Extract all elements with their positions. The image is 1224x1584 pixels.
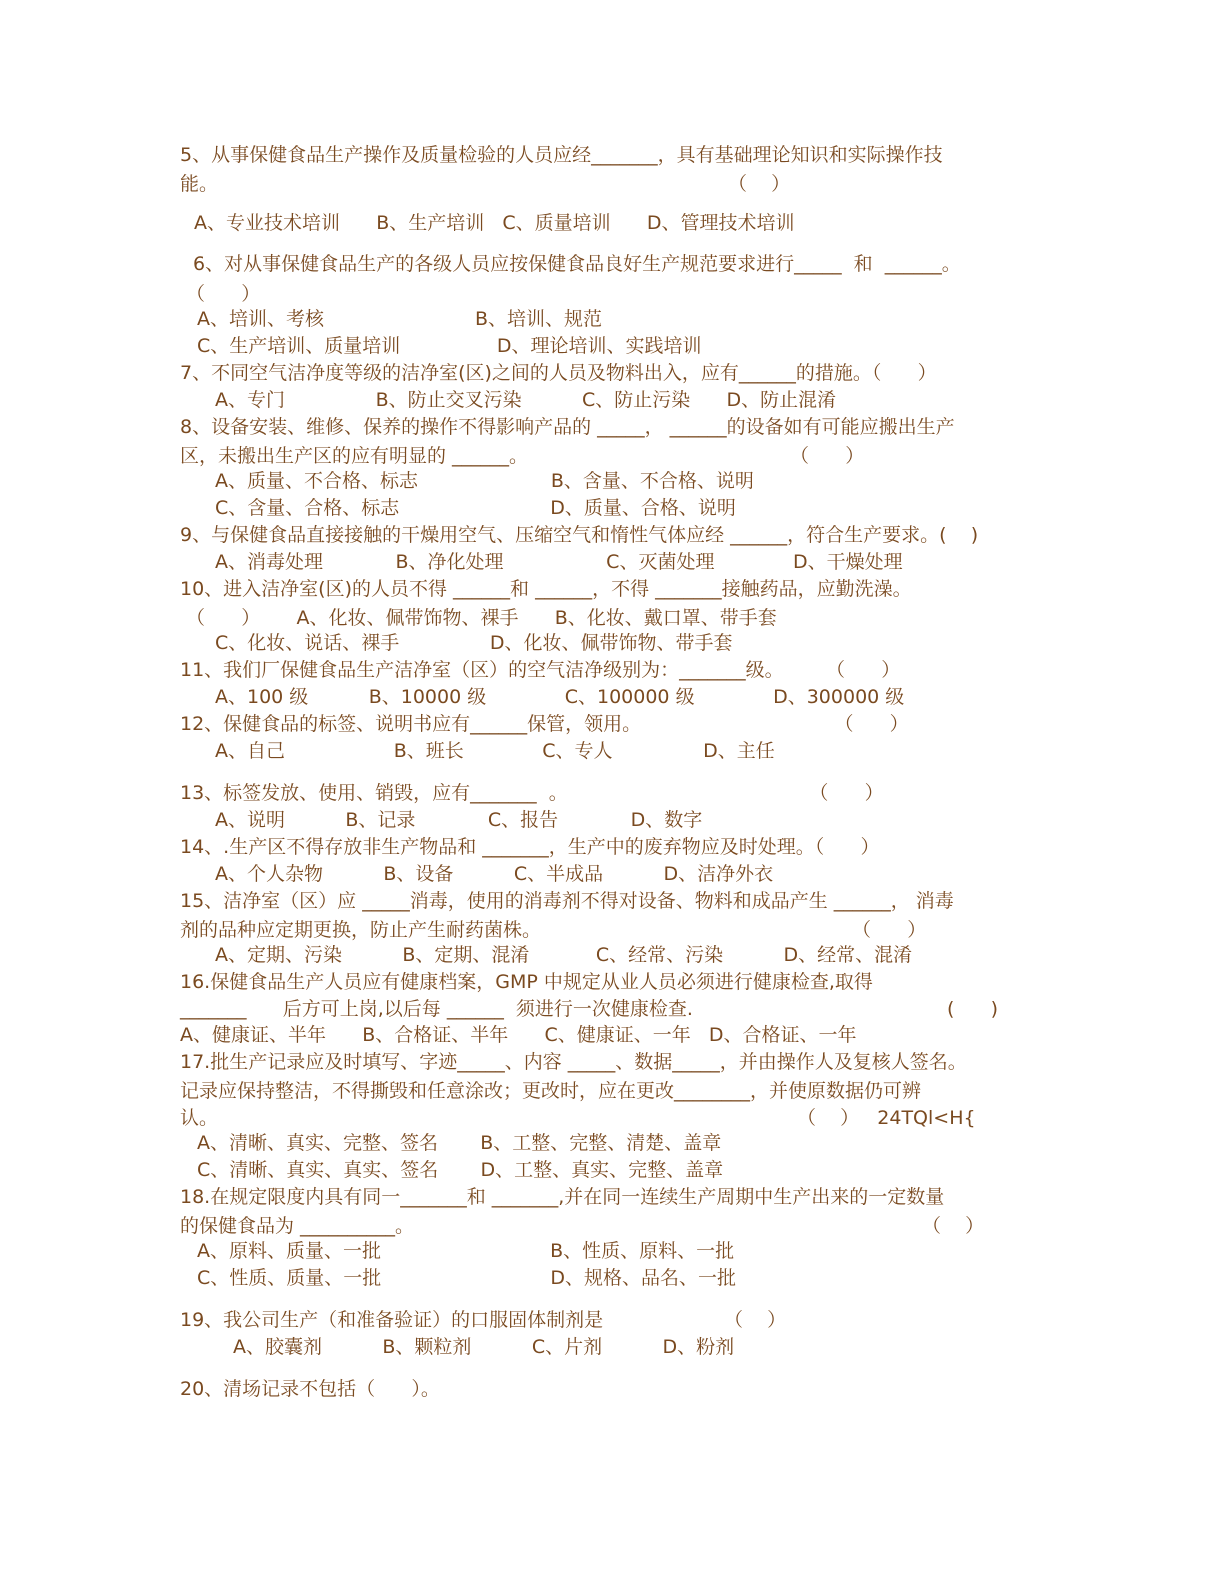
q6-options-row2: C、生产培训、质量培训 D、理论培训、实践培训: [197, 335, 702, 357]
q5-stem-line2: 能。: [180, 173, 219, 195]
q5-answer-bracket: （ ）: [728, 173, 791, 195]
q17-options-row2: C、清晰、真实、真实、签名 D、工整、真实、完整、盖章: [197, 1159, 724, 1181]
q8-stem-line2: 区，未搬出生产区的应有明显的 ______。: [180, 445, 529, 467]
q5-options: A、专业技术培训 B、生产培训 C、质量培训 D、管理技术培训: [194, 212, 795, 234]
q18-stem-line2: 的保健食品为 __________。: [180, 1215, 415, 1237]
q8-answer-bracket: （ ）: [790, 445, 865, 467]
q14-stem: 14、.生产区不得存放非生产物品和 _______，生产中的废弃物应及时处理。（ ）: [180, 836, 880, 858]
q17-stem-line3: 认。: [180, 1107, 219, 1129]
q16-stem-line1: 16.保健食品生产人员应有健康档案，GMP 中规定从业人员必须进行健康检查,取得: [180, 971, 873, 993]
q15-answer-bracket: （ ）: [852, 919, 927, 941]
q13-stem: 13、标签发放、使用、销毁，应有_______ 。 （ ）: [180, 782, 884, 804]
q15-stem-line2: 剂的品种应定期更换，防止产生耐药菌株。: [180, 919, 542, 941]
q8-options-row2: C、含量、合格、标志 D、质量、合格、说明: [215, 497, 736, 519]
q6-options-row1: A、培训、考核 B、培训、规范: [197, 308, 603, 330]
q12-options: A、自己 B、班长 C、专人 D、主任: [215, 740, 775, 762]
q9-stem: 9、与保健食品直接接触的干燥用空气、压缩空气和惰性气体应经 ______，符合生产要求。( ): [180, 524, 979, 546]
q16-options: A、健康证、半年 B、合格证、半年 C、健康证、一年 D、合格证、一年: [180, 1024, 857, 1046]
q10-stem: 10、进入洁净室(区)的人员不得 ______和 ______，不得 _______接触药品，应勤洗澡。: [180, 578, 912, 600]
q14-options: A、个人杂物 B、设备 C、半成品 D、洁净外衣: [215, 863, 774, 885]
q17-answer-bracket: （ ） 24TQl<H{: [797, 1107, 976, 1129]
q5-stem-line1: 5、从事保健食品生产操作及质量检验的人员应经_______，具有基础理论知识和实际操作技: [180, 144, 943, 166]
q15-stem-line1: 15、洁净室（区）应 _____消毒，使用的消毒剂不得对设备、物料和成品产生 ______， 消毒: [180, 890, 954, 912]
q8-options-row1: A、质量、不合格、标志 B、含量、不合格、说明: [215, 470, 754, 492]
q6-answer-bracket: （ ）: [186, 283, 261, 305]
q7-stem: 7、不同空气洁净度等级的洁净室(区)之间的人员及物料出入，应有______的措施。（ ）: [180, 362, 937, 384]
q18-answer-bracket: （ ）: [922, 1215, 985, 1237]
q12-stem: 12、保健食品的标签、说明书应有______保管，领用。 （ ）: [180, 713, 909, 735]
q10-options-row2: C、化妆、说话、裸手 D、化妆、佩带饰物、带手套: [215, 632, 733, 654]
q7-options: A、专门 B、防止交叉污染 C、防止污染 D、防止混淆: [215, 389, 837, 411]
q16-answer-bracket: ( ): [947, 998, 999, 1020]
q18-options-row2: C、性质、质量、一批 D、规格、品名、一批: [197, 1267, 737, 1289]
q15-options: A、定期、污染 B、定期、混淆 C、经常、污染 D、经常、混淆: [215, 944, 913, 966]
q17-stem-line2: 记录应保持整洁，不得撕毁和任意涂改；更改时，应在更改________，并使原数据仍可辨: [180, 1080, 922, 1102]
q11-stem: 11、我们厂保健食品生产洁净室（区）的空气洁净级别为：_______级。 （ ）: [180, 659, 901, 681]
q20-stem: 20、清场记录不包括（ ）。: [180, 1378, 440, 1400]
q19-stem: 19、我公司生产（和准备验证）的口服固体制剂是 （ ）: [180, 1309, 787, 1331]
q19-options: A、胶囊剂 B、颗粒剂 C、片剂 D、粉剂: [233, 1336, 735, 1358]
q11-options: A、100 级 B、10000 级 C、100000 级 D、300000 级: [215, 686, 905, 708]
q18-stem-line1: 18.在规定限度内具有同一_______和 _______,并在同一连续生产周期中生产出来的一定数量: [180, 1186, 945, 1208]
q13-options: A、说明 B、记录 C、报告 D、数字: [215, 809, 703, 831]
q18-options-row1: A、原料、质量、一批 B、性质、原料、一批: [197, 1240, 735, 1262]
q17-stem-line1: 17.批生产记录应及时填写、字迹_____、内容 _____、数据_____，并由操作人及复核人签名。: [180, 1051, 967, 1073]
q16-stem-line2: _______ 后方可上岗,以后每 ______ 须进行一次健康检查.: [180, 998, 693, 1020]
q6-stem-line1: 6、对从事保健食品生产的各级人员应按保健食品良好生产规范要求进行_____ 和 ______。: [193, 253, 961, 275]
q17-options-row1: A、清晰、真实、完整、签名 B、工整、完整、清楚、盖章: [197, 1132, 722, 1154]
q9-options: A、消毒处理 B、净化处理 C、灭菌处理 D、干燥处理: [215, 551, 903, 573]
q8-stem-line1: 8、设备安装、维修、保养的操作不得影响产品的 _____， ______的设备如有可能应搬出生产: [180, 416, 955, 438]
q10-options-row1: （ ） A、化妆、佩带饰物、裸手 B、化妆、戴口罩、带手套: [186, 607, 777, 629]
